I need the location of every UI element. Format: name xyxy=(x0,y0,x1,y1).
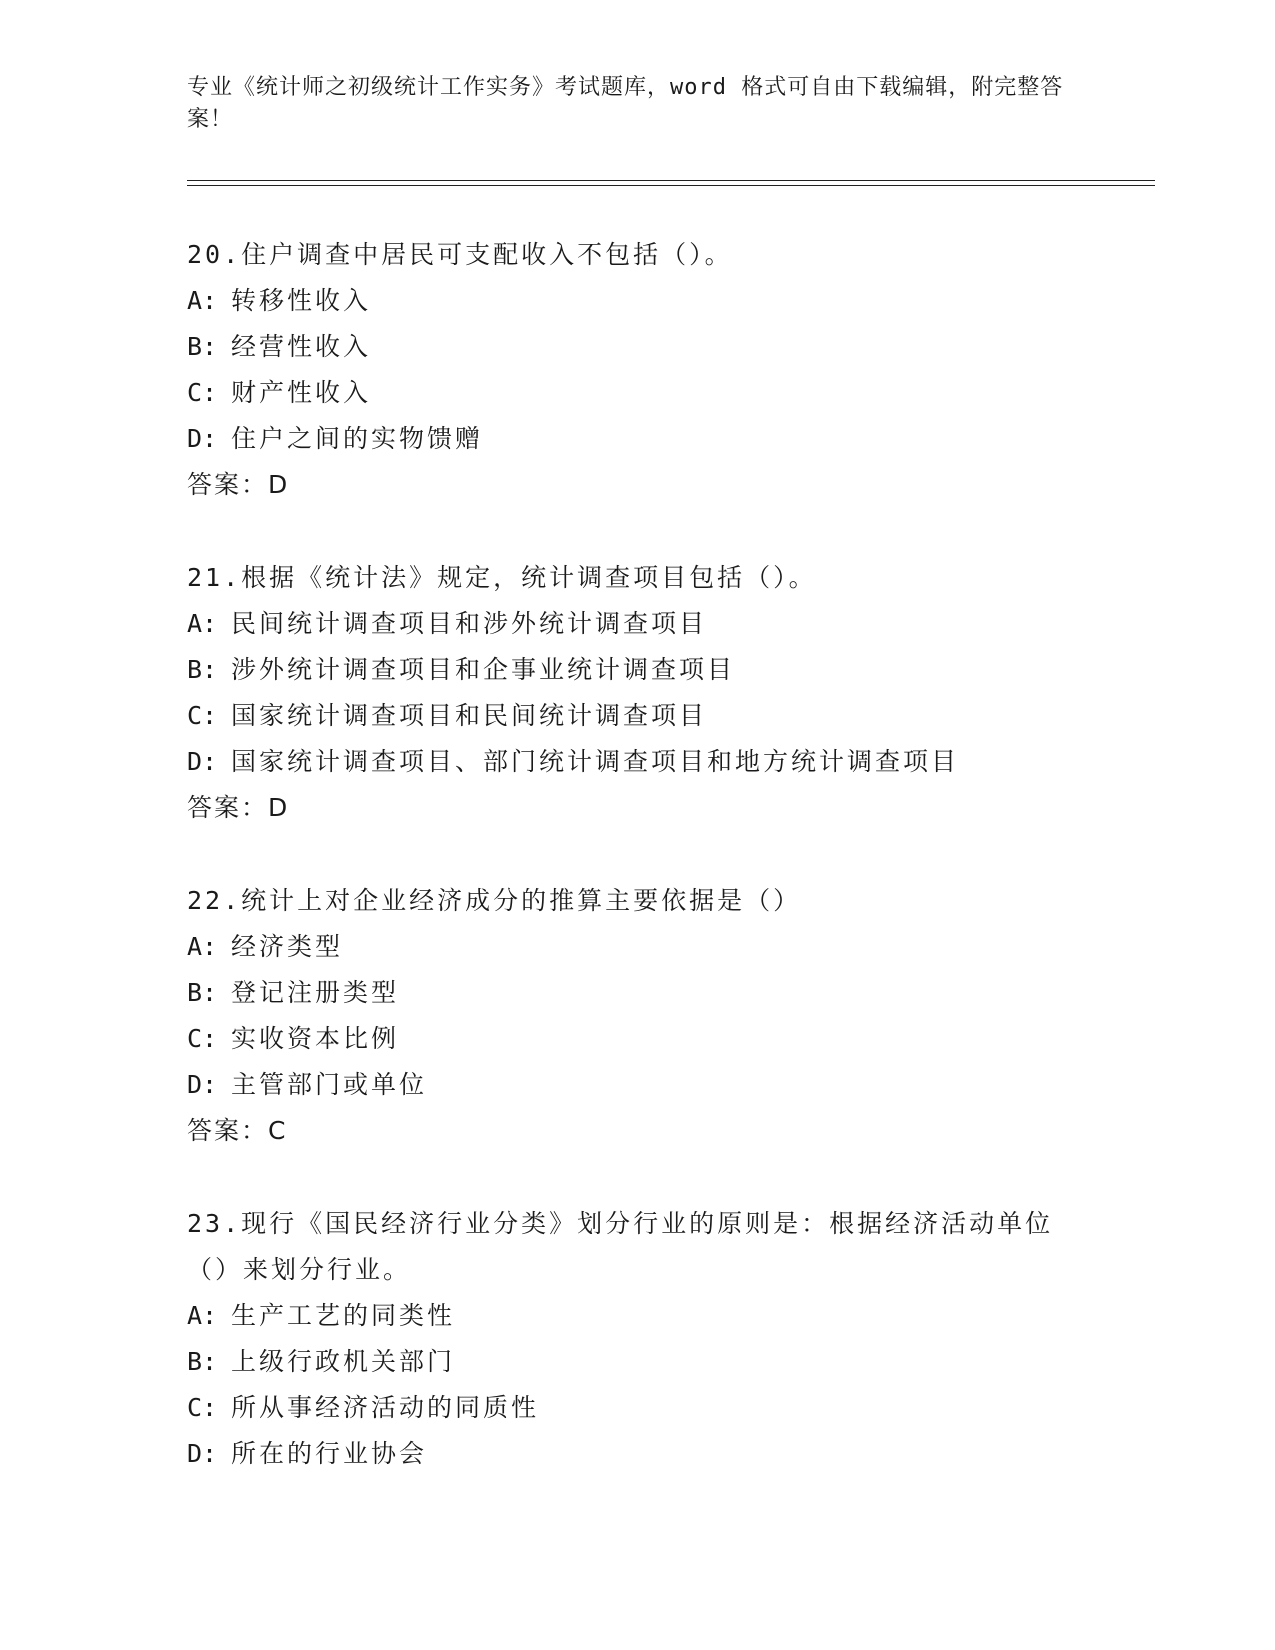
option-text: 所从事经济活动的同质性 xyxy=(231,1393,540,1422)
option-b xyxy=(187,324,1147,370)
option-d xyxy=(187,739,1147,785)
option-text: 民间统计调查项目和涉外统计调查项目 xyxy=(231,609,708,638)
answer-label: 答案：C xyxy=(187,1116,288,1145)
document-header: 专业《统计师之初级统计工作实务》考试题库，word 格式可自由下载编辑，附完整答案！ xyxy=(187,75,1064,132)
option-text: 上级行政机关部门 xyxy=(231,1347,456,1376)
option-key: C: xyxy=(187,1024,218,1053)
option-text: 国家统计调查项目、部门统计调查项目和地方统计调查项目 xyxy=(231,747,960,776)
question-21 xyxy=(187,555,1147,831)
option-key: A: xyxy=(187,609,218,638)
option-text: 经济类型 xyxy=(231,932,344,961)
option-a xyxy=(187,1293,1147,1339)
option-text: 生产工艺的同类性 xyxy=(231,1301,456,1330)
option-text: 转移性收入 xyxy=(231,286,372,315)
option-c xyxy=(187,693,1147,739)
question-list xyxy=(187,232,1147,1524)
option-key: B: xyxy=(187,332,218,361)
option-key: C: xyxy=(187,378,218,407)
option-key: D: xyxy=(187,747,218,776)
option-key: D: xyxy=(187,424,218,453)
option-key: D: xyxy=(187,1439,218,1468)
option-text: 住户之间的实物馈赠 xyxy=(231,424,484,453)
option-key: B: xyxy=(187,655,218,684)
option-d xyxy=(187,1431,1147,1477)
question-stem: 21.根据《统计法》规定，统计调查项目包括（）。 xyxy=(187,563,817,592)
option-c xyxy=(187,1016,1147,1062)
option-a xyxy=(187,601,1147,647)
option-text: 实收资本比例 xyxy=(231,1024,400,1053)
option-text: 国家统计调查项目和民间统计调查项目 xyxy=(231,701,708,730)
option-key: A: xyxy=(187,1301,218,1330)
option-key: D: xyxy=(187,1070,218,1099)
answer-label: 答案：D xyxy=(187,793,290,822)
option-key: C: xyxy=(187,1393,218,1422)
option-key: A: xyxy=(187,286,218,315)
option-text: 主管部门或单位 xyxy=(231,1070,428,1099)
option-b xyxy=(187,1339,1147,1385)
question-22 xyxy=(187,878,1147,1154)
option-a xyxy=(187,278,1147,324)
option-c xyxy=(187,370,1147,416)
option-key: A: xyxy=(187,932,218,961)
header-divider-bottom xyxy=(187,185,1155,186)
option-b xyxy=(187,647,1147,693)
option-a xyxy=(187,924,1147,970)
option-b xyxy=(187,970,1147,1016)
question-stem: 23.现行《国民经济行业分类》划分行业的原则是：根据经济活动单位（）来划分行业。 xyxy=(187,1209,1054,1284)
option-text: 所在的行业协会 xyxy=(231,1439,428,1468)
option-text: 涉外统计调查项目和企事业统计调查项目 xyxy=(231,655,736,684)
option-c xyxy=(187,1385,1147,1431)
header-divider-top xyxy=(187,180,1155,181)
option-d xyxy=(187,416,1147,462)
answer-label: 答案：D xyxy=(187,470,290,499)
option-key: B: xyxy=(187,1347,218,1376)
question-stem: 22.统计上对企业经济成分的推算主要依据是（） xyxy=(187,886,802,915)
question-20 xyxy=(187,232,1147,508)
option-text: 财产性收入 xyxy=(231,378,372,407)
question-stem: 20.住户调查中居民可支配收入不包括（）。 xyxy=(187,240,733,269)
question-23 xyxy=(187,1201,1147,1477)
option-key: C: xyxy=(187,701,218,730)
option-key: B: xyxy=(187,978,218,1007)
option-text: 经营性收入 xyxy=(231,332,372,361)
option-d xyxy=(187,1062,1147,1108)
option-text: 登记注册类型 xyxy=(231,978,400,1007)
